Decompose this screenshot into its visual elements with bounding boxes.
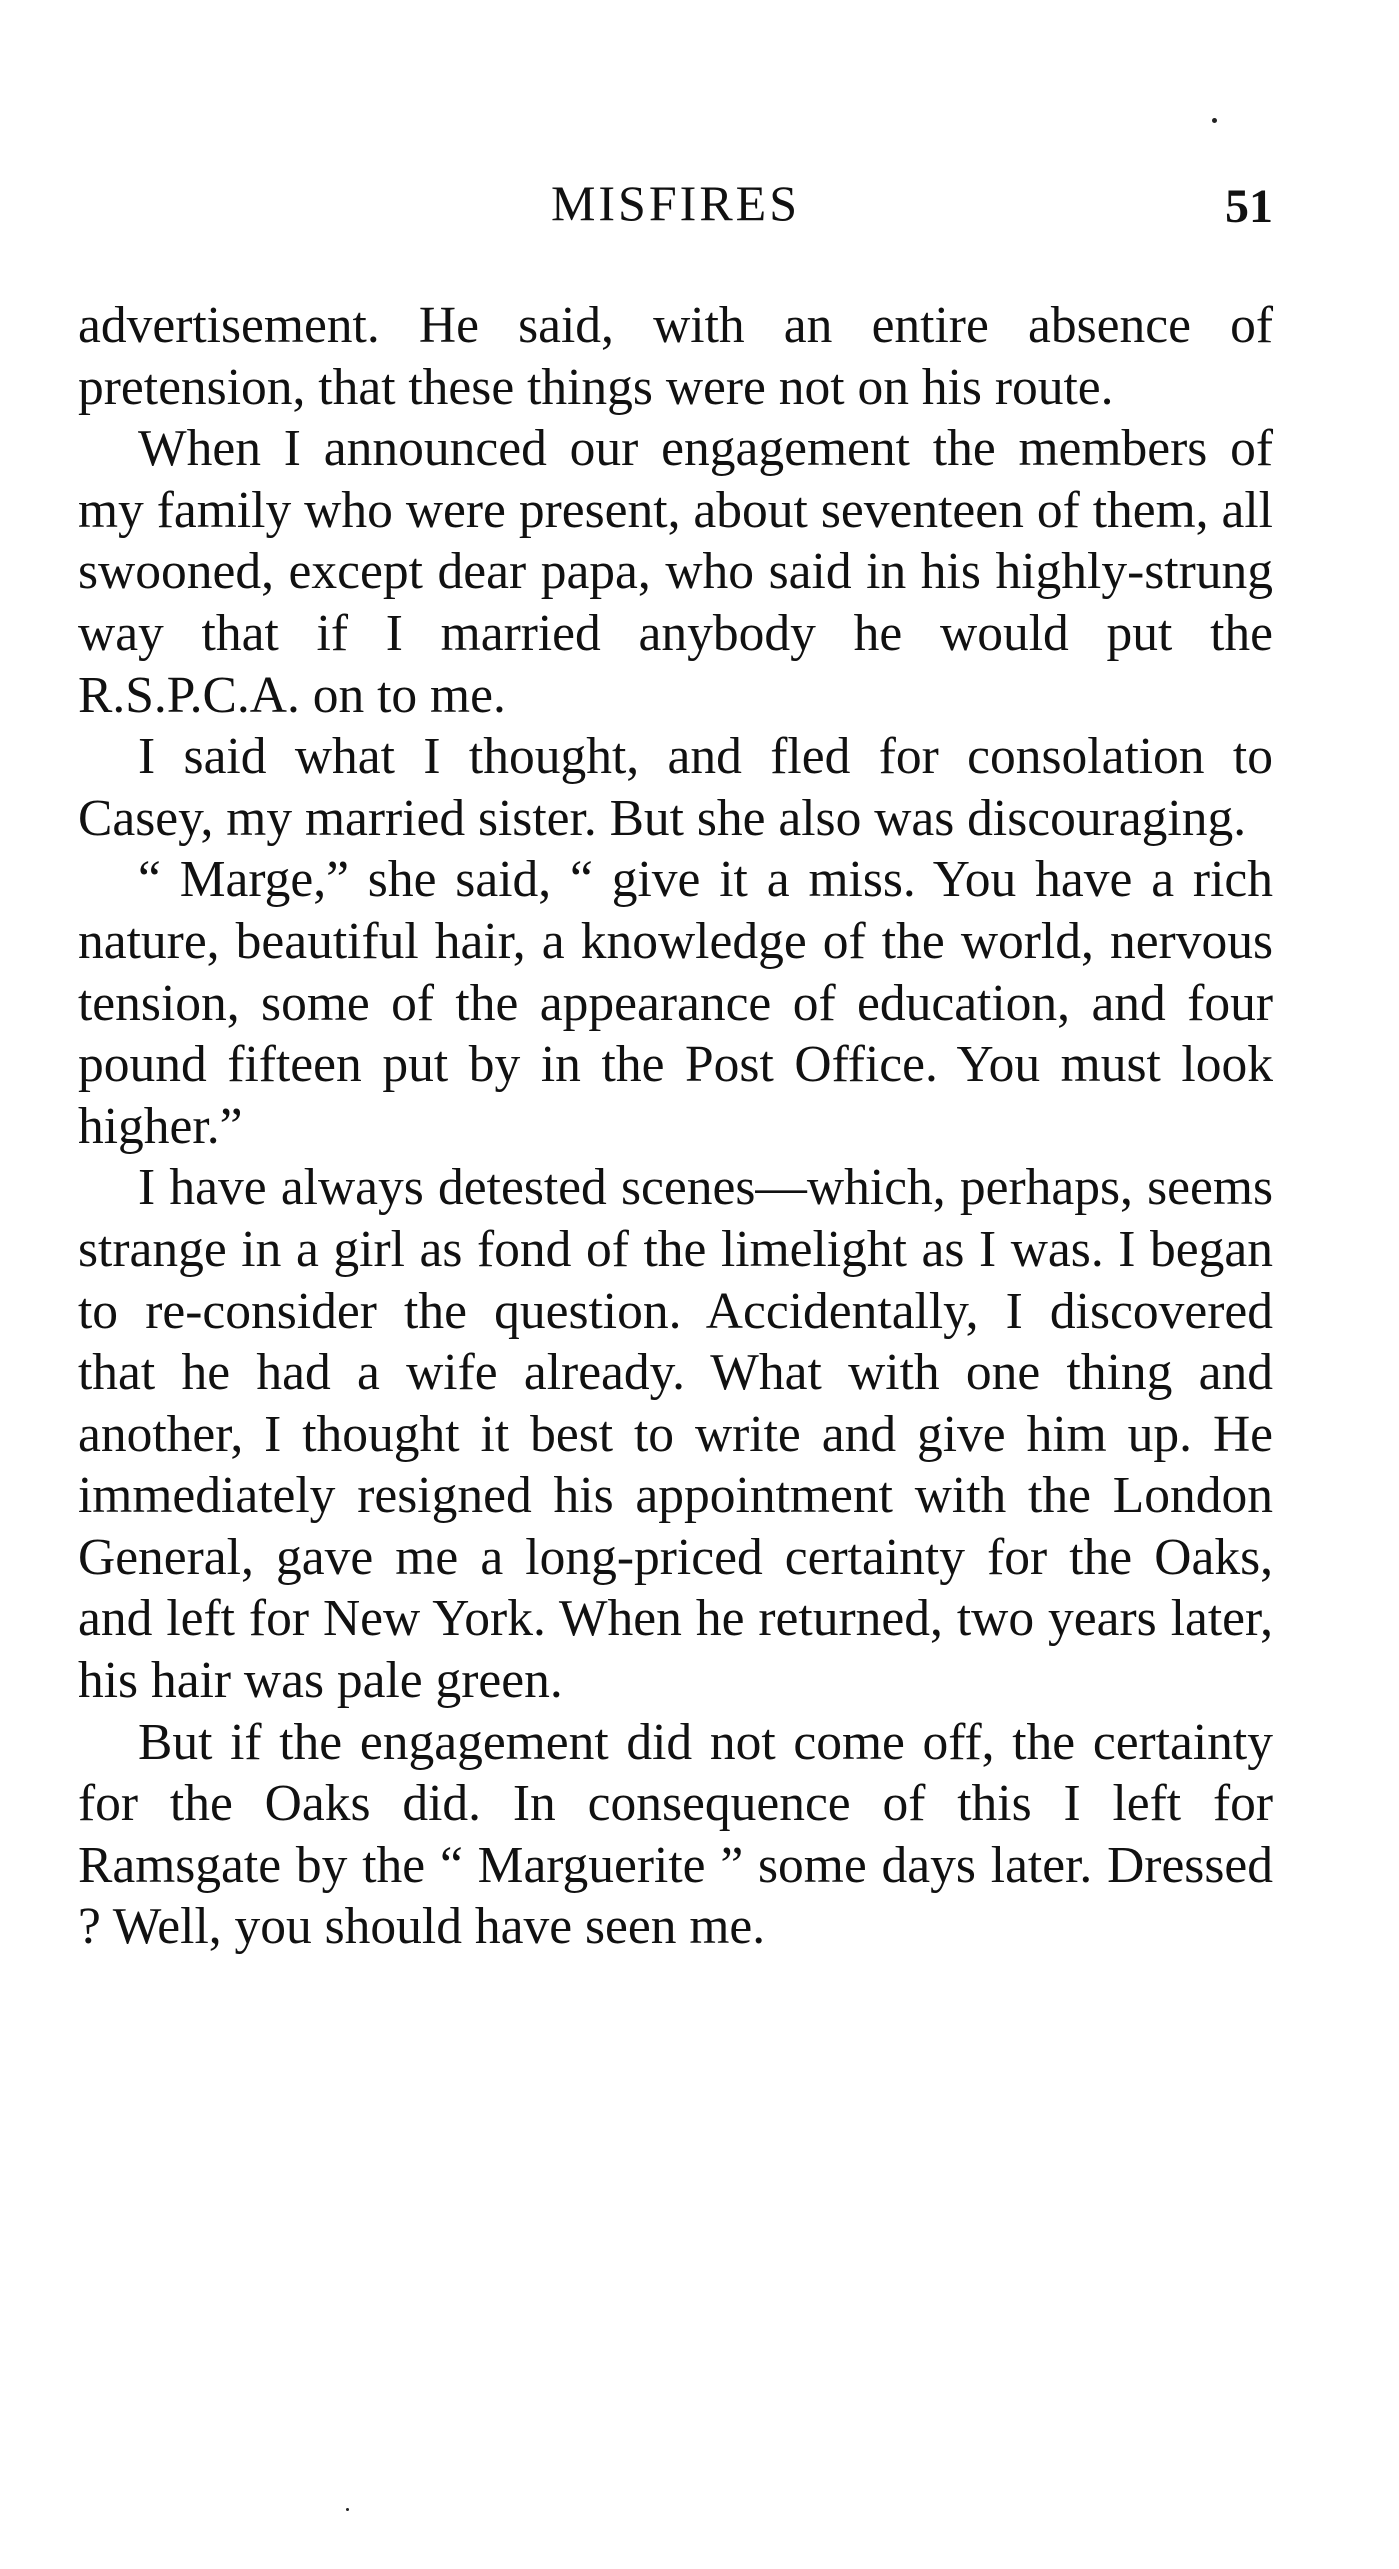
ink-speck [346,2508,349,2511]
paragraph-3: I said what I thought, and fled for consolation to Casey, my married sister. But she also was discouraging. [78,728,1273,847]
body-text [78,295,1273,1958]
paragraph-5: I have always detested scenes—which, perhaps, seems strange in a girl as fond of the limelight as I was. I began to re-consider the question. Accidentally, I discovered that he had a wife already. What with one thing and another, I thought it best to write and give him up. He immediately resigned his appointment with the London General, gave me a long-priced certainty for the Oaks, and left for New York. When he returned, two years later, his hair was pale green. [78,1159,1273,1710]
running-head-title: MISFIRES [550,175,801,231]
page-number: 51 [1225,180,1273,233]
paragraph-4: “ Marge,” she said, “ give it a miss. You have a rich nature, beautiful hair, a knowledge of the world, nervous tension, some of the appearance of education, and four pound fifteen put by in the Post Office. You must look higher.” [78,851,1273,1155]
paragraph-2: When I announced our engagement the members of my family who were present, about seventeen of them, all swooned, except dear papa, who said in his highly-strung way that if I married anybody he would put the R.S.P.C.A. on to me. [78,420,1273,724]
paragraph-6: But if the engagement did not come off, the certainty for the Oaks did. In consequence of this I left for Ramsgate by the “ Marguerite ” some days later. Dressed ? Well, you should have seen me. [78,1713,1273,1956]
running-head [78,168,1273,238]
ink-speck [1212,118,1217,123]
paragraph-1: advertisement. He said, with an entire absence of pretension, that these things were not on his route. [78,297,1273,416]
